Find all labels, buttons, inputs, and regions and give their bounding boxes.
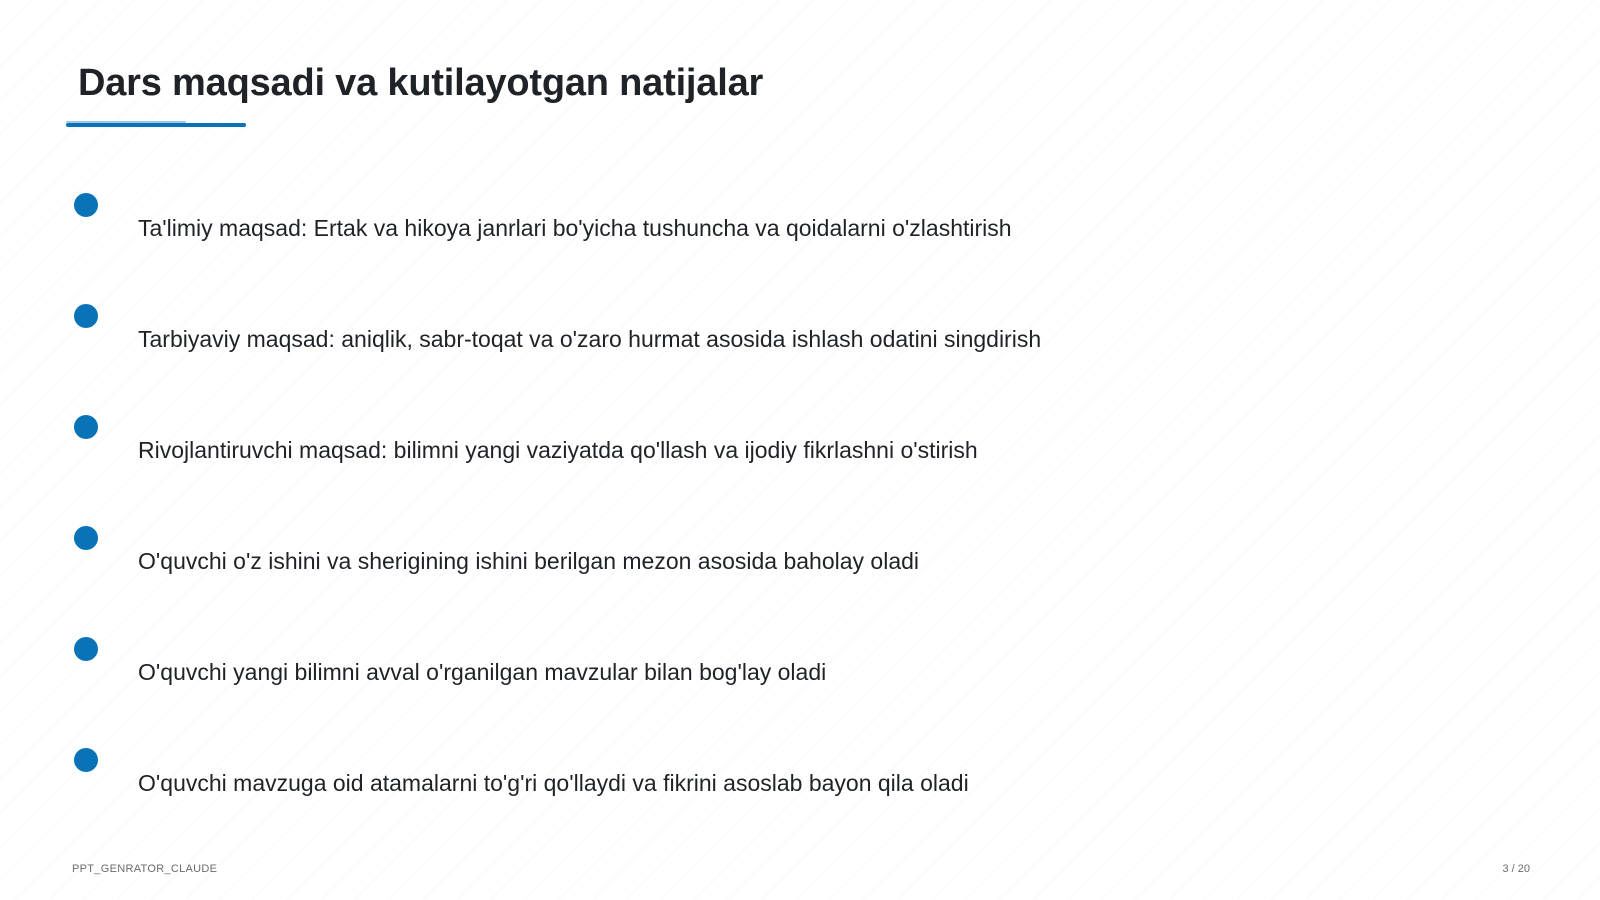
list-item: [74, 304, 1374, 384]
bullet-dot-icon: [74, 637, 98, 661]
bullet-dot-icon: [74, 415, 98, 439]
bullet-dot-icon: [74, 526, 98, 550]
page-indicator: 3 / 20: [1502, 863, 1530, 875]
bullet-dot-icon: [74, 304, 98, 328]
list-item: [74, 748, 1374, 828]
bullet-dot-icon: [74, 193, 98, 217]
bullet-text: O'quvchi mavzuga oid atamalarni to'g'ri qo'llaydi va fikrini asoslab bayon qila oladi: [138, 770, 969, 796]
list-item: [74, 637, 1374, 717]
slide-title: Dars maqsadi va kutilayotgan natijalar: [78, 62, 764, 104]
bullet-dot-icon: [74, 748, 98, 772]
bullet-text: Rivojlantiruvchi maqsad: bilimni yangi vaziyatda qo'llash va ijodiy fikrlashni o'stirish: [138, 437, 978, 463]
bullet-text: O'quvchi yangi bilimni avval o'rganilgan mavzular bilan bog'lay oladi: [138, 659, 827, 685]
list-item: [74, 415, 1374, 495]
bullet-text: Tarbiyaviy maqsad: aniqlik, sabr-toqat va o'zaro hurmat asosida ishlash odatini singdirish: [138, 326, 1042, 352]
footer-generator-label: PPT_GENRATOR_CLAUDE: [72, 863, 218, 875]
bullet-text: O'quvchi o'z ishini va sherigining ishini berilgan mezon asosida baholay oladi: [138, 548, 920, 574]
list-item: [74, 193, 1374, 273]
list-item: [74, 526, 1374, 606]
bullet-text: Ta'limiy maqsad: Ertak va hikoya janrlari bo'yicha tushuncha va qoidalarni o'zlashtirish: [138, 215, 1012, 241]
